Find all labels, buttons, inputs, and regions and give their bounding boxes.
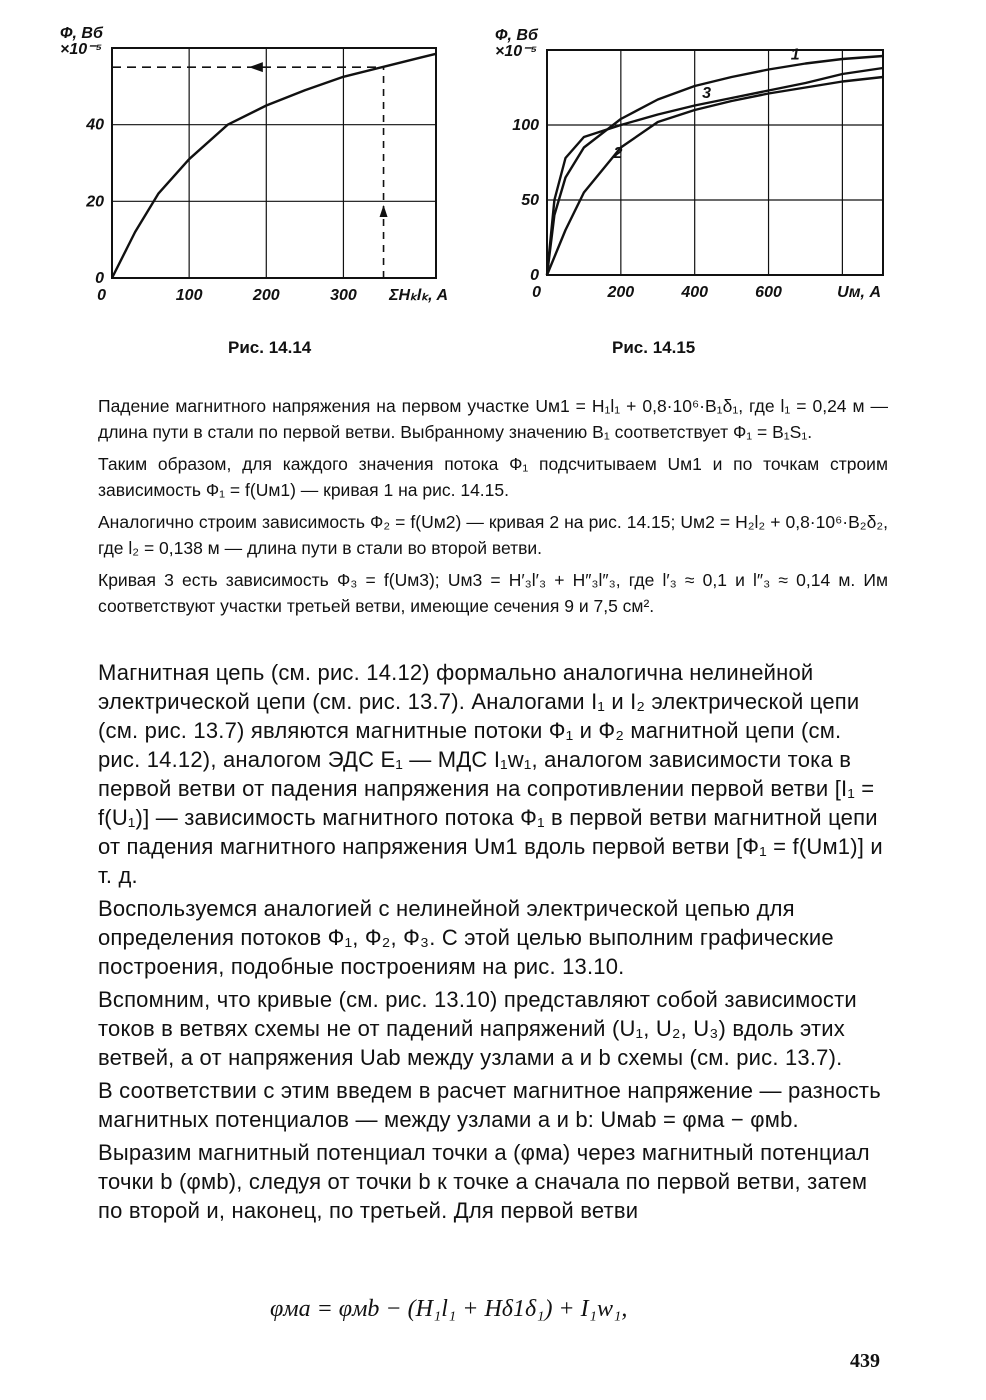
body-paragraph-4: В соответствии с этим введем в расчет магнитное напряжение — разность магнитных потенциалов — между узлами a и b: Uмab = φма − φмb. — [98, 1078, 881, 1132]
curve-label-3: 3 — [702, 85, 711, 102]
small-paragraph-1: Падение магнитного напряжения на первом участке Uм1 = H₁l₁ + 0,8·10⁶·B₁δ₁, где l₁ = 0,24 м — длина пути в стали по первой ветви. Выбранному значению B₁ соответствует Ф₁ = B₁S₁. — [98, 396, 888, 442]
x-tick-label: 100 — [175, 287, 203, 304]
y-tick-label: 100 — [512, 117, 539, 134]
y-axis-unit: ×10⁻⁵ — [495, 43, 538, 60]
origin-label: 0 — [97, 287, 106, 304]
y-tick-label: 20 — [86, 193, 104, 211]
y-axis-label: Ф, Вб — [60, 25, 103, 42]
x-tick-label: 400 — [681, 284, 709, 301]
body-text-block — [98, 658, 888, 1229]
curve-Ф(ΣHₖlₖ) — [112, 54, 436, 278]
y-tick-label: 50 — [521, 192, 539, 209]
body-paragraph-3: Вспомним, что кривые (см. рис. 13.10) представляют собой зависимости токов в ветвях схемы не от падений напряжений (U₁, U₂, U₃) вдоль этих ветвей, а от напряжения Uab между узлами a и b схемы (см. рис. 13.7). — [98, 987, 857, 1070]
figure-14-14 — [40, 25, 470, 310]
y-tick-label: 40 — [86, 116, 104, 134]
x-tick-label: 200 — [252, 287, 280, 304]
curve-2 — [547, 77, 883, 275]
x-tick-label: 300 — [330, 287, 357, 304]
x-tick-label: 200 — [607, 284, 635, 301]
curve-1 — [547, 56, 883, 275]
chart-14-15 — [495, 27, 895, 310]
caption-14-15: Рис. 14.15 — [612, 338, 696, 357]
curve-label-2: 2 — [613, 145, 623, 162]
plot-frame — [112, 48, 436, 278]
caption-14-14: Рис. 14.14 — [228, 338, 312, 357]
x-tick-label: 600 — [755, 284, 782, 301]
small-paragraph-2: Таким образом, для каждого значения потока Ф₁ подсчитываем Uм1 и по точкам строим зависимость Ф₁ = f(Uм1) — кривая 1 на рис. 14.15. — [98, 454, 888, 500]
body-paragraph-5: Выразим магнитный потенциал точки a (φма) через магнитный потенциал точки b (φмb), следуя от точки b к точке a сначала по первой ветви, затем по второй и, наконец, по третьей. Для первой ветви — [98, 1140, 870, 1223]
origin-label: 0 — [532, 284, 541, 301]
small-text-block — [98, 393, 888, 619]
figure-14-15 — [495, 27, 895, 310]
body-paragraph-1: Магнитная цепь (см. рис. 14.12) формально аналогична нелинейной электрической цепи (см. рис. 13.7). Аналогами I₁ и I₂ электрической цепи (см. рис. 13.7) являются магнитные потоки Ф₁ и Ф₂ магнитной цепи (см. рис. 14.12), аналогом ЭДС E₁ — МДС I₁w₁, аналогом зависимости тока в первой ветви от падения напряжения на сопротивлении первой ветви [I₁ = f(U₁)] — зависимость магнитного потока Ф₁ в первой ветви магнитной цепи от падения магнитного напряжения Uм1 вдоль первой ветви [Ф₁ = f(Uм1)] и т. д. — [98, 660, 883, 888]
arrow-up — [380, 205, 388, 217]
body-paragraph-2: Воспользуемся аналогией с нелинейной электрической цепью для определения потоков Ф₁, Ф₂, Ф₃. С этой целью выполним графические построения, подобные построениям на рис. 13.10. — [98, 896, 834, 979]
page-number: 439 — [850, 1350, 880, 1372]
chart-14-14 — [40, 25, 470, 310]
y-tick-label: 0 — [530, 267, 539, 284]
y-tick-label: 0 — [95, 270, 104, 287]
curve-3 — [547, 68, 883, 275]
arrow-left — [249, 62, 263, 72]
curve-label-1: 1 — [790, 46, 800, 64]
x-axis-label: Uм, A — [837, 284, 881, 301]
x-axis-label: ΣHₖlₖ, A — [389, 287, 448, 304]
y-axis-label: Ф, Вб — [495, 27, 538, 44]
y-axis-unit: ×10⁻⁵ — [60, 41, 103, 58]
formula: φма = φмb − (H₁l₁ + Hδ1δ₁) + I₁w₁, — [270, 1296, 628, 1322]
small-paragraph-4: Кривая 3 есть зависимость Ф₃ = f(Uм3); Uм3 = H′₃l′₃ + H″₃l″₃, где l′₃ ≈ 0,1 и l″₃ ≈ 0,14 м. Им соответствуют участки третьей ветви, имеющие сечения 9 и 7,5 см². — [98, 570, 888, 616]
small-paragraph-3: Аналогично строим зависимость Ф₂ = f(Uм2) — кривая 2 на рис. 14.15; Uм2 = H₂l₂ + 0,8·10⁶·B₂δ₂, где l₂ = 0,138 м — длина пути в стали во второй ветви. — [98, 512, 888, 558]
